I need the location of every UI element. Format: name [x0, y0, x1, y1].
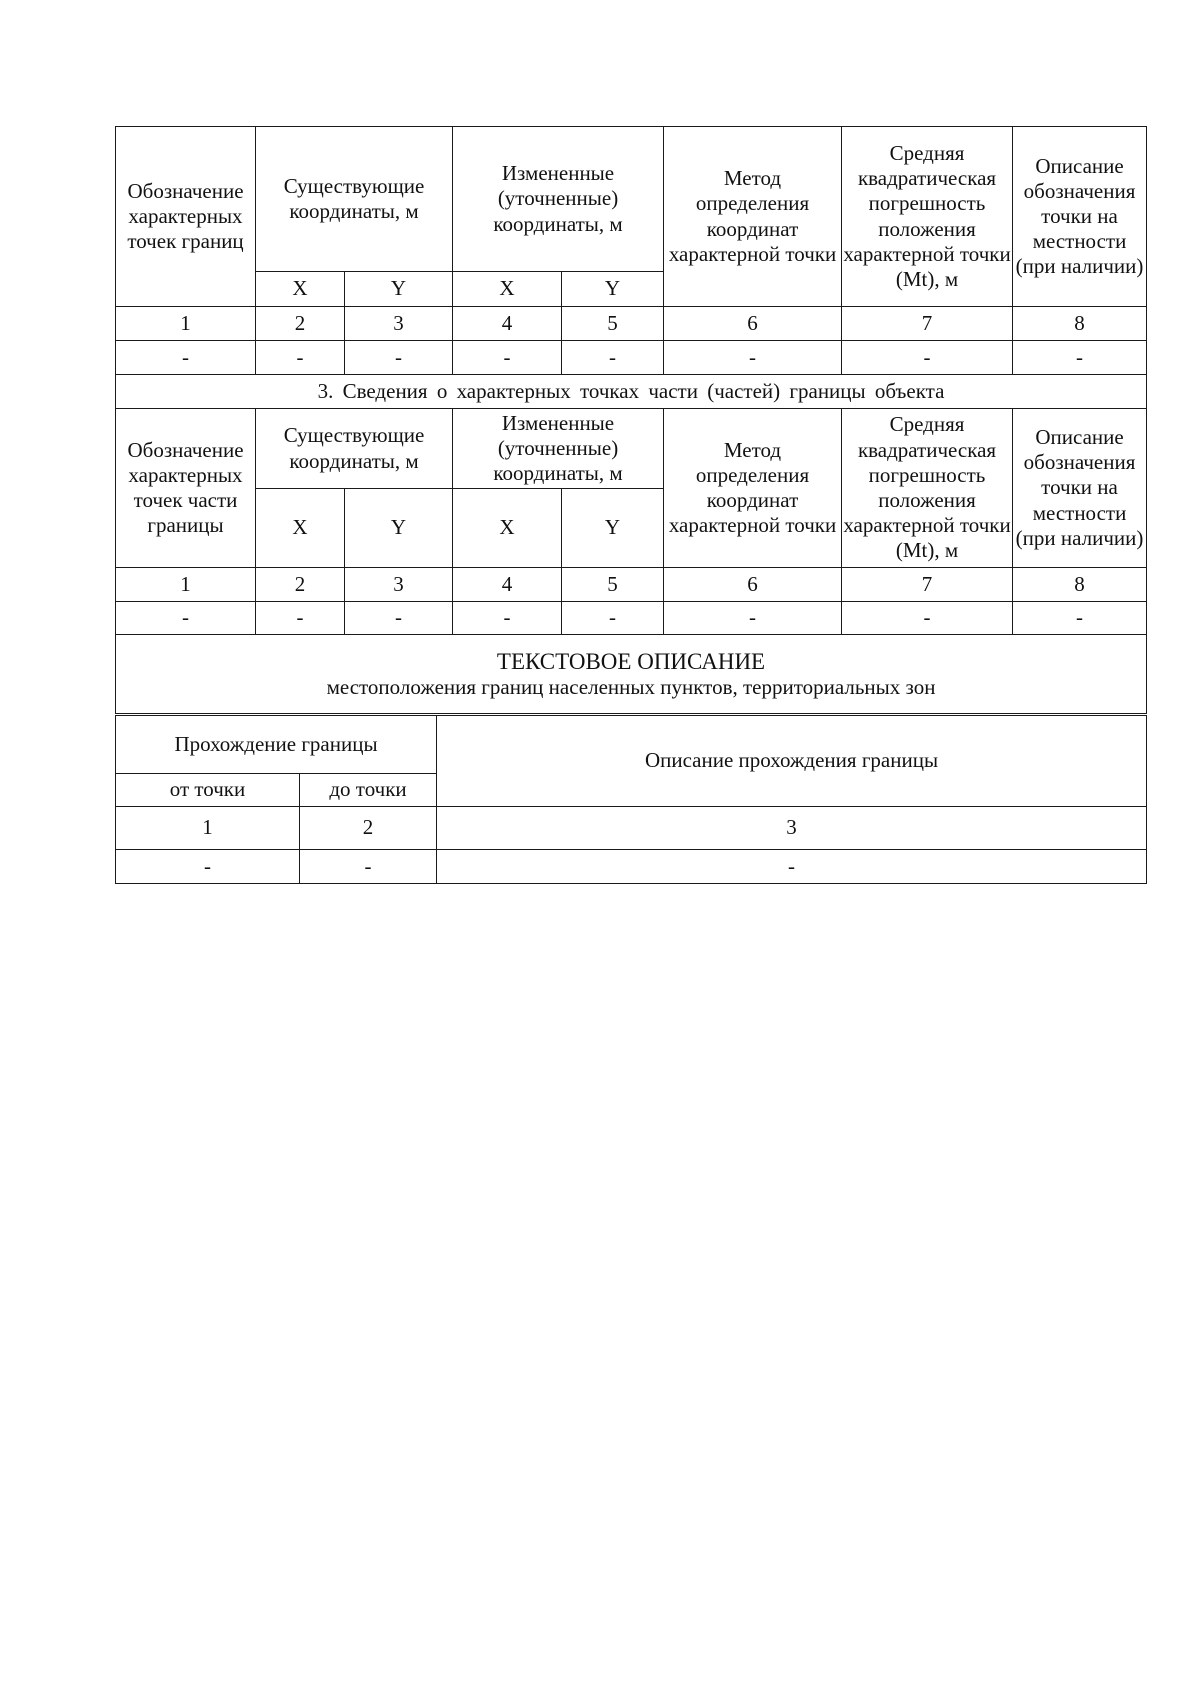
header2-changed-coords: Измененные (уточненные) координаты, м: [453, 409, 664, 489]
column-number: 4: [453, 568, 562, 602]
column-number: 3: [345, 568, 453, 602]
header-from-point: от точки: [116, 774, 300, 807]
column-number: 3: [345, 307, 453, 341]
header-description: Описание обозначения точки на местности (при наличии): [1013, 127, 1147, 307]
table-cell: -: [300, 850, 437, 884]
boundary-description-table: [115, 715, 1147, 884]
column-number: 5: [562, 307, 664, 341]
table-cell: -: [664, 602, 842, 635]
header2-x-changed: X: [453, 489, 562, 568]
column-number: 1: [116, 807, 300, 850]
header2-existing-coords: Существующие координаты, м: [256, 409, 453, 489]
header-existing-coords: Существующие координаты, м: [256, 127, 453, 272]
column-numbers-row-2: [116, 568, 1147, 602]
header2-y-changed: Y: [562, 489, 664, 568]
header-changed-coords: Измененные (уточненные) координаты, м: [453, 127, 664, 272]
header2-description: Описание обозначения точки на местности (при наличии): [1013, 409, 1147, 568]
header-method: Метод определения координат характерной точки: [664, 127, 842, 307]
text-description-heading: [116, 635, 1147, 714]
column-number: 6: [664, 568, 842, 602]
table-cell: -: [1013, 602, 1147, 635]
column-number: 3: [437, 807, 1147, 850]
table-cell: -: [1013, 341, 1147, 375]
column-number: 1: [116, 307, 256, 341]
header-error: Средняя квадратическая погрешность положения характерной точки (Mt), м: [842, 127, 1013, 307]
column-numbers-row: [116, 307, 1147, 341]
column-number: 8: [1013, 568, 1147, 602]
text-description-subtitle: местоположения границ населенных пунктов, территориальных зон: [326, 675, 936, 700]
header-passage: Прохождение границы: [116, 716, 437, 774]
header2-designation: Обозначение характерных точек части границы: [116, 409, 256, 568]
text-description-title: ТЕКСТОВОЕ ОПИСАНИЕ: [496, 648, 766, 674]
table-row: [116, 602, 1147, 635]
column-numbers-row-3: [116, 807, 1147, 850]
header-passage-description: Описание прохождения границы: [437, 716, 1147, 807]
table-cell: -: [256, 602, 345, 635]
column-number: 5: [562, 568, 664, 602]
header2-method: Метод определения координат характерной точки: [664, 409, 842, 568]
column-number: 7: [842, 568, 1013, 602]
table-cell: -: [562, 341, 664, 375]
column-number: 8: [1013, 307, 1147, 341]
table-row: [116, 850, 1147, 884]
table-cell: -: [256, 341, 345, 375]
table-cell: -: [453, 602, 562, 635]
table-cell: -: [562, 602, 664, 635]
table-cell: -: [664, 341, 842, 375]
column-number: 2: [256, 568, 345, 602]
header-y-changed: Y: [562, 272, 664, 307]
section-3-title: 3. Сведения о характерных точках части (частей) границы объекта: [116, 375, 1147, 409]
table-cell: -: [116, 602, 256, 635]
table-cell: -: [842, 602, 1013, 635]
table-cell: -: [116, 850, 300, 884]
header2-x-existing: X: [256, 489, 345, 568]
table-cell: -: [453, 341, 562, 375]
column-number: 4: [453, 307, 562, 341]
table-cell: -: [345, 602, 453, 635]
column-number: 2: [256, 307, 345, 341]
header2-y-existing: Y: [345, 489, 453, 568]
table-cell: -: [345, 341, 453, 375]
column-number: 1: [116, 568, 256, 602]
table-row: [116, 341, 1147, 375]
header-y-existing: Y: [345, 272, 453, 307]
table-cell: -: [842, 341, 1013, 375]
column-number: 6: [664, 307, 842, 341]
header-designation: Обозначение характерных точек границ: [116, 127, 256, 307]
header2-error: Средняя квадратическая погрешность положения характерной точки (Mt), м: [842, 409, 1013, 568]
table-cell: -: [437, 850, 1147, 884]
boundary-points-table: [115, 126, 1147, 714]
header-x-changed: X: [453, 272, 562, 307]
table-cell: -: [116, 341, 256, 375]
column-number: 7: [842, 307, 1013, 341]
header-to-point: до точки: [300, 774, 437, 807]
header-x-existing: X: [256, 272, 345, 307]
column-number: 2: [300, 807, 437, 850]
